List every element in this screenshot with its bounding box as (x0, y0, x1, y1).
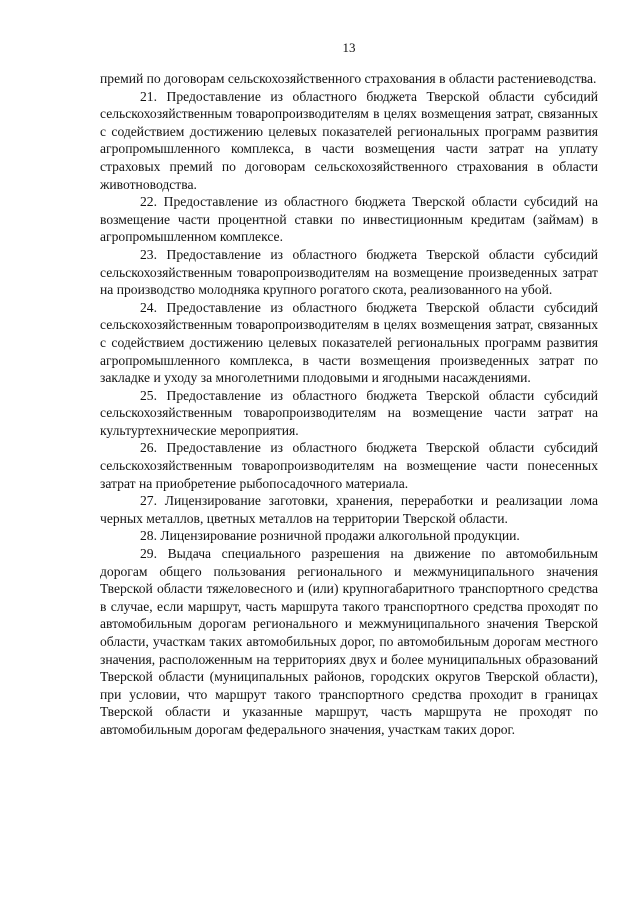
paragraph: 29. Выдача специального разрешения на движение по автомобильным дорогам общего пользования регионального и межмуниципального значения Тверской области тяжеловесного и (или) крупногабаритного транспортного средства в случае, если маршрут, часть маршрута такого транспортного средства проходят по автомобильным дорогам регионального и межмуниципального значения Тверской области, участкам таких автомобильных дорог, по автомобильным дорогам местного значения, расположенным на территориях двух и более муниципальных образований Тверской области (муниципальных районов, городских округов Тверской области), при условии, что маршрут такого транспортного средства проходит в границах Тверской области и указанные маршрут, часть маршрута не проходят по автомобильным дорогам федерального значения, участкам таких дорог. (100, 546, 598, 737)
document-body (100, 70, 598, 739)
paragraph: 26. Предоставление из областного бюджета Тверской области субсидий сельскохозяйственным товаропроизводителям на возмещение части понесенных затрат на приобретение рыбопосадочного материала. (100, 440, 598, 491)
paragraph: 23. Предоставление из областного бюджета Тверской области субсидий сельскохозяйственным товаропроизводителям на возмещение произведенных затрат на производство молодняка крупного рогатого скота, реализованного на убой. (100, 246, 598, 298)
document-page (100, 40, 598, 739)
paragraph: 28. Лицензирование розничной продажи алкогольной продукции. (140, 528, 520, 544)
paragraph: 27. Лицензирование заготовки, хранения, переработки и реализации лома черных металлов, цветных металлов на территории Тверской области. (100, 493, 598, 526)
paragraph: премий по договорам сельскохозяйственного страхования в области растениеводства. (100, 71, 597, 86)
page-number: 13 (342, 40, 356, 55)
paragraph: 24. Предоставление из областного бюджета Тверской области субсидий сельскохозяйственным товаропроизводителям в целях возмещения затрат, связанных с содействием достижению целевых показателей региональных программ развития агропромышленного комплекса, в части возмещения произведенных затрат по закладке и уходу за многолетними плодовыми и ягодными насаждениями. (100, 299, 598, 386)
paragraph: 25. Предоставление из областного бюджета Тверской области субсидий сельскохозяйственным товаропроизводителям на возмещение части затрат на культуртехнические мероприятия. (100, 387, 598, 438)
paragraph: 22. Предоставление из областного бюджета Тверской области субсидий на возмещение части процентной ставки по инвестиционным кредитам (займам) в агропромышленном комплексе. (100, 194, 598, 245)
paragraph: 21. Предоставление из областного бюджета Тверской области субсидий сельскохозяйственным товаропроизводителям в целях возмещения затрат, связанных с содействием достижению целевых показателей региональных программ развития агропромышленного комплекса, в части возмещения части затрат на уплату страховых премий по договорам сельскохозяйственного страхования в области животноводства. (100, 88, 598, 192)
